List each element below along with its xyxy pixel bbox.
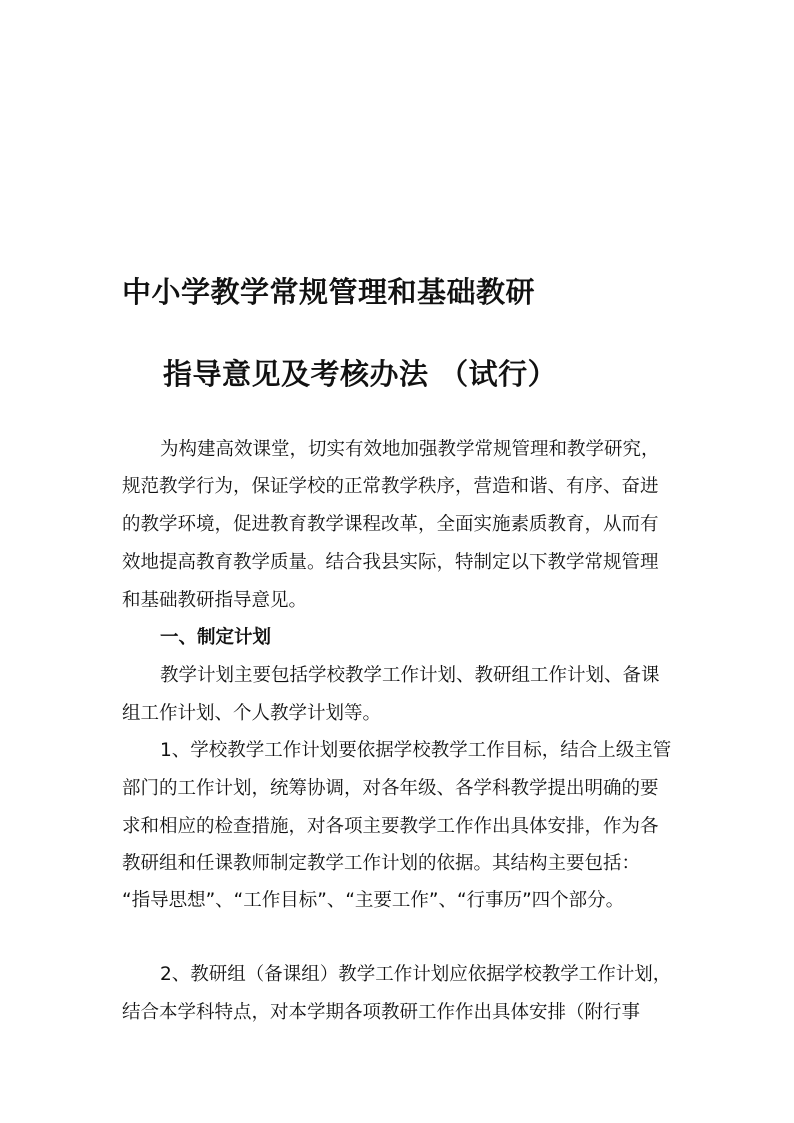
item-1-line: 1、学校教学工作计划要依据学校教学工作目标，结合上级主管 <box>160 740 672 761</box>
intro-paragraph-line: 为构建高效课堂，切实有效地加强教学常规管理和教学研究， <box>160 439 660 460</box>
intro-paragraph-line: 规范教学行为，保证学校的正常教学秩序，营造和谐、有序、奋进 <box>122 476 659 497</box>
section-paragraph-line: 组工作计划、个人教学计划等。 <box>122 703 382 724</box>
section-paragraph-line: 教学计划主要包括学校教学工作计划、教研组工作计划、备课 <box>160 665 660 686</box>
intro-paragraph-line: 和基础教研指导意见。 <box>122 590 308 611</box>
document-title-line-1: 中小学教学常规管理和基础教研 <box>122 275 536 309</box>
item-2-line: 2、教研组（备课组）教学工作计划应依据学校教学工作计划， <box>160 964 672 985</box>
item-1-line: 部门的工作计划，统筹协调，对各年级、各学科教学提出明确的要 <box>122 778 659 799</box>
intro-paragraph-line: 的教学环境，促进教育教学课程改革，全面实施素质教育，从而有 <box>122 514 659 535</box>
document-title-line-2: 指导意见及考核办法 （试行） <box>163 357 558 391</box>
item-1-line: “指导思想”、“工作目标”、“主要工作”、“行事历”四个部分。 <box>122 890 625 911</box>
item-2-line: 结合本学科特点，对本学期各项教研工作作出具体安排（附行事 <box>122 1002 641 1023</box>
section-heading-plan: 一、制定计划 <box>160 627 272 648</box>
item-1-line: 教研组和任课教师制定教学工作计划的依据。其结构主要包括： <box>122 853 641 874</box>
intro-paragraph-line: 效地提高教育教学质量。结合我县实际，特制定以下教学常规管理 <box>122 552 659 573</box>
item-1-line: 求和相应的检查措施，对各项主要教学工作作出具体安排，作为各 <box>122 816 659 837</box>
